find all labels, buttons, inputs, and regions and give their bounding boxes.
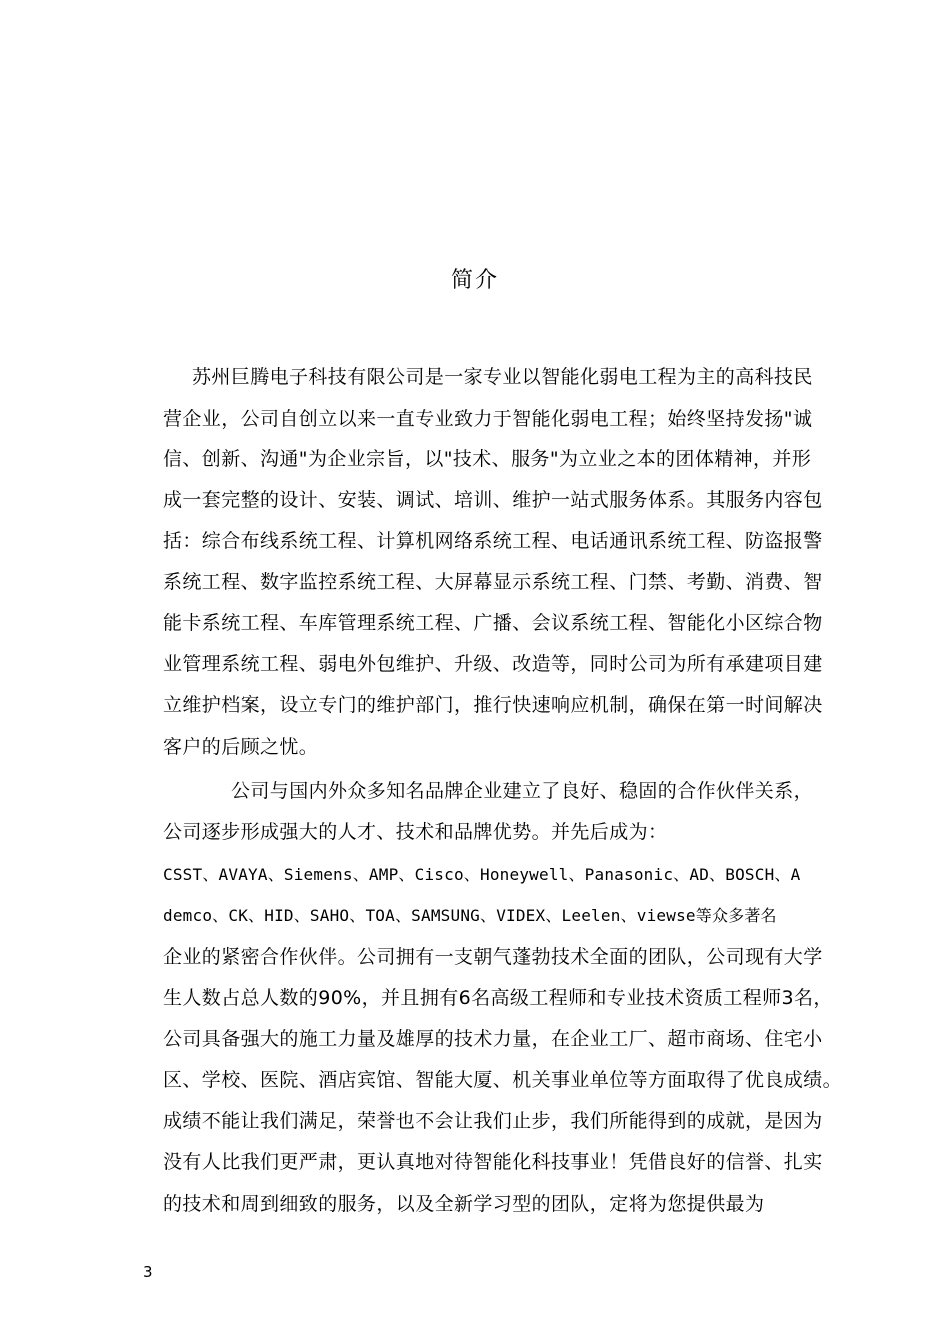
text-line: 的技术和周到细致的服务，以及全新学习型的团队，定将为您提供最为 bbox=[163, 1193, 765, 1215]
text-line: 立维护档案，设立专门的维护部门，推行快速响应机制，确保在第一时间解决 bbox=[163, 694, 823, 716]
text-line: 生人数占总人数的90%，并且拥有6名高级工程师和专业技术资质工程师3名， bbox=[163, 987, 833, 1009]
text-line: 公司逐步形成强大的人才、技术和品牌优势。并先后成为： bbox=[163, 821, 668, 843]
text-line: 成一套完整的设计、安装、调试、培训、维护一站式服务体系。其服务内容包 bbox=[163, 489, 823, 511]
page-title: 简介 bbox=[450, 268, 499, 293]
text-line: 公司与国内外众多知名品牌企业建立了良好、稳固的合作伙伴关系， bbox=[231, 780, 814, 802]
text-line: 括：综合布线系统工程、计算机网络系统工程、电话通讯系统工程、防盗报警 bbox=[163, 530, 823, 552]
text-line: 苏州巨腾电子科技有限公司是一家专业以智能化弱电工程为主的高科技民 bbox=[192, 366, 813, 388]
brand-list-line: CSST、AVAYA、Siemens、AMP、Cisco、Honeywell、Panasonic、AD、BOSCH、A bbox=[163, 865, 801, 884]
text-line: 业管理系统工程、弱电外包维护、升级、改造等，同时公司为所有承建项目建 bbox=[163, 653, 823, 675]
brand-list-line: demco、CK、HID、SAHO、TOA、SAMSUNG、VIDEX、Leelen、viewse等众多著名 bbox=[163, 906, 777, 925]
text-line: 信、创新、沟通"为企业宗旨，以"技术、服务"为立业之本的团体精神，并形 bbox=[163, 448, 812, 470]
text-line: 营企业，公司自创立以来一直专业致力于智能化弱电工程；始终坚持发扬"诚 bbox=[163, 408, 813, 430]
text-line: 客户的后顾之忧。 bbox=[163, 736, 319, 758]
page-number: 3 bbox=[143, 1263, 153, 1281]
text-line: 企业的紧密合作伙伴。公司拥有一支朝气蓬勃技术全面的团队，公司现有大学 bbox=[163, 946, 823, 968]
text-line: 成绩不能让我们满足，荣誉也不会让我们止步，我们所能得到的成就，是因为 bbox=[163, 1110, 823, 1132]
text-line: 能卡系统工程、车库管理系统工程、广播、会议系统工程、智能化小区综合物 bbox=[163, 612, 823, 634]
text-line: 没有人比我们更严肃，更认真地对待智能化科技事业！凭借良好的信誉、扎实 bbox=[163, 1151, 823, 1173]
text-line: 公司具备强大的施工力量及雄厚的技术力量，在企业工厂、超市商场、住宅小 bbox=[163, 1028, 823, 1050]
text-line: 系统工程、数字监控系统工程、大屏幕显示系统工程、门禁、考勤、消费、智 bbox=[163, 571, 823, 593]
text-line: 区、学校、医院、酒店宾馆、智能大厦、机关事业单位等方面取得了优良成绩。 bbox=[163, 1069, 843, 1091]
